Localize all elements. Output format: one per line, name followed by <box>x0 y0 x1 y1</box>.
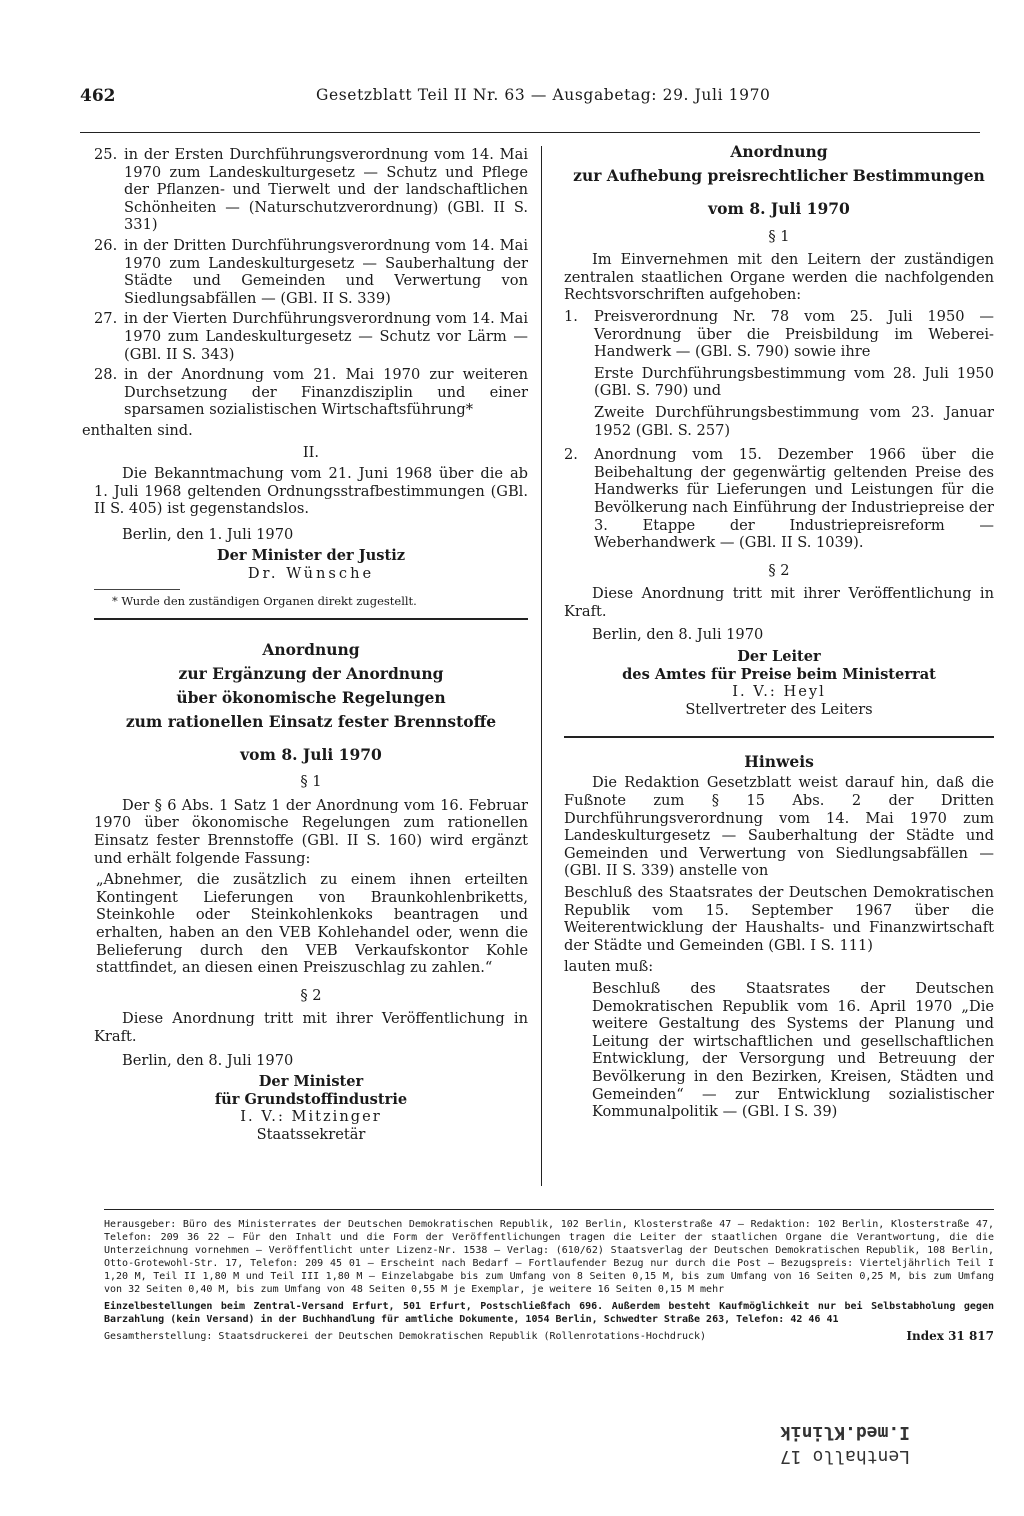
item-number: 25. <box>94 146 118 163</box>
footnote: * Wurde den zuständigen Organen direkt zugestellt. <box>112 593 417 608</box>
library-stamp <box>780 1420 1000 1468</box>
item-number: 2. <box>564 446 578 464</box>
left-column <box>82 146 528 1144</box>
hinweis-paragraph-3: lauten muß: <box>564 958 654 976</box>
ordering-text: Einzelbestellungen beim Zentral-Versand Erfurt, 501 Erfurt, Postschließfach 696. Außerdem besteht Kaufmöglichkeit nur bei Selbstabholung gegen Barzahlung (kein Versand) in der Buchhandlung für amtliche Dokumente, 1054 Berlin, Schwedter Straße 263, Telefon: 42 46 41 <box>104 1301 994 1325</box>
signer-title-1: Der Leiter <box>737 648 821 666</box>
place-date: Berlin, den 8. Juli 1970 <box>122 1051 294 1069</box>
signer-title-2: für Grundstoffindustrie <box>214 1090 408 1108</box>
signer-name: Dr. Wünsche <box>247 565 375 583</box>
list-item <box>94 366 528 419</box>
imprint-text: Herausgeber: Büro des Ministerrates der Deutschen Demokratischen Republik, 102 Berlin, Klosterstraße 47 — Redaktion: 102 Berlin, Klosterstraße 47, Telefon: 209 36 22 — Für den Inhalt und die Form der Veröffentlichungen tragen die Leiter der staatlichen Organe die Verantwortung, die die Unterzeichnung vornehmen — Veröffentlicht unter Lizenz-Nr. 1538 — Verlag: (610/62) Staatsverlag der Deutschen Demokratischen Republik, 108 Berlin, Otto-Grotewohl-Str. 17, Telefon: 209 45 01 — Erscheint nach Bedarf — Fortlaufender Bezug nur durch die Post — Bezugspreis: Vierteljährlich Teil I 1,20 M, Teil II 1,80 M und Teil III 1,80 M — Einzelabgabe bis zum Umfang von 8 Seiten 0,15 M, bis zum Umfang von 16 Seiten 0,25 M, bis zum Umfang von 32 Seiten 0,40 M, bis zum Umfang von 48 Seiten 0,55 M je Exemplar, je weitere 16 Seiten 0,15 M mehr <box>104 1219 994 1295</box>
item-text: Anordnung vom 15. Dezember 1966 über die Beibehaltung der gegenwärtig geltenden Preise des Handwerks für Lieferungen und Leistungen für die Bevölkerung nach Einführung der Industriepreise der 3. Etappe der Industriepreisreform — Weberhandwerk — (GBl. II S. 1039). <box>594 446 994 552</box>
paragraph-1-text: Der § 6 Abs. 1 Satz 1 der Anordnung vom 16. Februar 1970 über ökonomische Regelungen zum rationellen Einsatz fester Brennstoffe (GBl. II S. 160) wird ergänzt und erhält folgende Fassung: <box>94 796 528 867</box>
place-date: Berlin, den 8. Juli 1970 <box>592 626 764 644</box>
anordnung2-date: vom 8. Juli 1970 <box>240 744 382 764</box>
item-text: in der Vierten Durchführungsverordnung vom 14. Mai 1970 zum Landeskulturgesetz — Schutz vor Lärm — (GBl. II S. 343) <box>124 310 528 363</box>
anordnung1-title-1: Anordnung <box>730 142 828 161</box>
quoted-text: „Abnehmer, die zusätzlich zu einem ihnen erteilten Kontingent Lieferungen von Braunkohlenbriketts, Steinkohle oder Steinkohlenkoks beantragen und erhalten, haben an den VEB Kohlehandel oder, wenn die Belieferung durch den VEB Verkaufskontor Kohle stattfindet, an diesen einen Preiszuschlag zu zahlen.“ <box>96 871 528 977</box>
anordnung2-title-4: zum rationellen Einsatz fester Brennstoffe <box>125 711 497 731</box>
paragraph-1-text: Im Einvernehmen mit den Leitern der zuständigen zentralen staatlichen Organe werden die nachfolgenden Rechtsvorschriften aufgehoben: <box>564 251 994 304</box>
signer-title-2: des Amtes für Preise beim Ministerrat <box>622 665 936 683</box>
list-item <box>94 237 528 307</box>
item-text: in der Ersten Durchführungsverordnung vom 14. Mai 1970 zum Landeskulturgesetz — Schutz und Pflege der Pflanzen- und Tierwelt und der landschaftlichen Schönheiten — (Naturschutzverordnung) (GBl. II S. 331) <box>124 146 528 234</box>
anordnung2-title-3: über ökonomische Regelungen <box>176 687 446 707</box>
paragraph-2-text: Diese Anordnung tritt mit ihrer Veröffentlichung in Kraft. <box>564 585 994 620</box>
printing-text: Gesamtherstellung: Staatsdruckerei der Deutschen Demokratischen Republik (Rollenrotations-Hochdruck) <box>104 1331 707 1342</box>
item-number: 26. <box>94 236 118 254</box>
footnote-rule <box>94 589 180 590</box>
item-subtext: Zweite Durchführungsbestimmung vom 23. Januar 1952 (GBl. S. 257) <box>594 403 994 439</box>
item-subtext: Erste Durchführungsbestimmung vom 28. Juli 1950 (GBl. S. 790) und <box>594 364 994 400</box>
paragraph-2-sign: § 2 <box>768 561 790 579</box>
paragraph-1-sign: § 1 <box>300 773 322 791</box>
item-text: in der Anordnung vom 21. Mai 1970 zur weiteren Durchsetzung der Finanzdisziplin und einer sparsamen sozialistischen Wirtschaftsführung* <box>124 366 528 419</box>
item-number: 1. <box>564 307 578 325</box>
section-rule <box>564 736 994 738</box>
page-number: 462 <box>80 86 116 106</box>
item-text: Preisverordnung Nr. 78 vom 25. Juli 1950 — Verordnung über die Preisbildung im Weberei-Handwerk — (GBl. S. 790) sowie ihre <box>594 307 994 361</box>
section-ii-text: Die Bekanntmachung vom 21. Juni 1968 über die ab 1. Juli 1968 geltenden Ordnungsstrafbestimmungen (GBl. II S. 405) ist gegenstandslos. <box>94 465 528 518</box>
footer-rule <box>104 1209 994 1210</box>
paragraph-2-sign: § 2 <box>300 986 322 1004</box>
hinweis-paragraph-2: Beschluß des Staatsrates der Deutschen Demokratischen Republik vom 15. September 1967 über die Weiterentwicklung der Haushalts- und Finanzwirtschaft der Städte und Gemeinden (GBl. I S. 111) <box>564 884 994 954</box>
stamp-line-2: I.med.Klinik <box>780 1422 911 1443</box>
hinweis-paragraph-1: Die Redaktion Gesetzblatt weist darauf hin, daß die Fußnote zum § 15 Abs. 2 der Dritten Durchführungsverordnung vom 14. Mai 1970 zum Landeskulturgesetz — Sauberhaltung der Städte und Gemeinden und Verwertung von Siedlungsabfällen — (GBl. II S. 339) anstelle von <box>564 774 994 880</box>
section-rule <box>94 618 528 620</box>
section-ii-heading: II. <box>302 443 320 461</box>
enthalten-text: enthalten sind. <box>82 421 193 439</box>
item-number: 27. <box>94 310 118 328</box>
list-item <box>94 146 528 234</box>
paragraph-1-sign: § 1 <box>768 227 790 245</box>
list-item <box>564 308 994 443</box>
header-rule <box>80 132 980 133</box>
signer-role: Staatssekretär <box>256 1125 366 1143</box>
stamp-line-1: Lenthallo 17 <box>780 1446 911 1467</box>
place-date: Berlin, den 1. Juli 1970 <box>122 525 294 543</box>
right-column <box>564 140 994 1125</box>
list-item <box>564 446 994 552</box>
index-number: Index 31 817 <box>906 1329 994 1343</box>
anordnung2-title-2: zur Ergänzung der Anordnung <box>178 663 444 683</box>
signer-role: Stellvertreter des Leiters <box>685 700 873 718</box>
signer-name: I. V.: Mitzinger <box>240 1108 382 1126</box>
anordnung1-title-2: zur Aufhebung preisrechtlicher Bestimmungen <box>573 166 985 185</box>
signer-name: I. V.: Heyl <box>732 683 826 701</box>
hinweis-paragraph-4: Beschluß des Staatsrates der Deutschen Demokratischen Republik vom 16. April 1970 „Die weitere Gestaltung des Systems der Planung und Leitung der wirtschaftlichen und gesellschaftlichen Entwicklung, der Versorgung und Betreuung der Bevölkerung in den Bezirken, Kreisen, Städten und Gemeinden“ — zur Entwicklung sozialistischer Kommunalpolitik — (GBl. I S. 39) <box>592 979 994 1121</box>
paragraph-2-text: Diese Anordnung tritt mit ihrer Veröffentlichung in Kraft. <box>94 1010 528 1045</box>
item-text: in der Dritten Durchführungsverordnung vom 14. Mai 1970 zum Landeskulturgesetz — Sauberhaltung der Städte und Gemeinden und Verwertung von Siedlungsabfällen — (GBl. II S. 339) <box>124 236 528 307</box>
list-item <box>94 310 528 363</box>
anordnung1-date: vom 8. Juli 1970 <box>708 199 850 218</box>
signer-title-1: Der Minister <box>258 1073 364 1091</box>
imprint-footer <box>104 1218 994 1343</box>
column-divider <box>541 146 542 1186</box>
header-title: Gesetzblatt Teil II Nr. 63 — Ausgabetag: 29. Juli 1970 <box>316 86 771 104</box>
anordnung2-title-1: Anordnung <box>262 639 360 659</box>
hinweis-title: Hinweis <box>744 752 814 772</box>
item-number: 28. <box>94 366 118 384</box>
signer-title: Der Minister der Justiz <box>216 547 406 565</box>
